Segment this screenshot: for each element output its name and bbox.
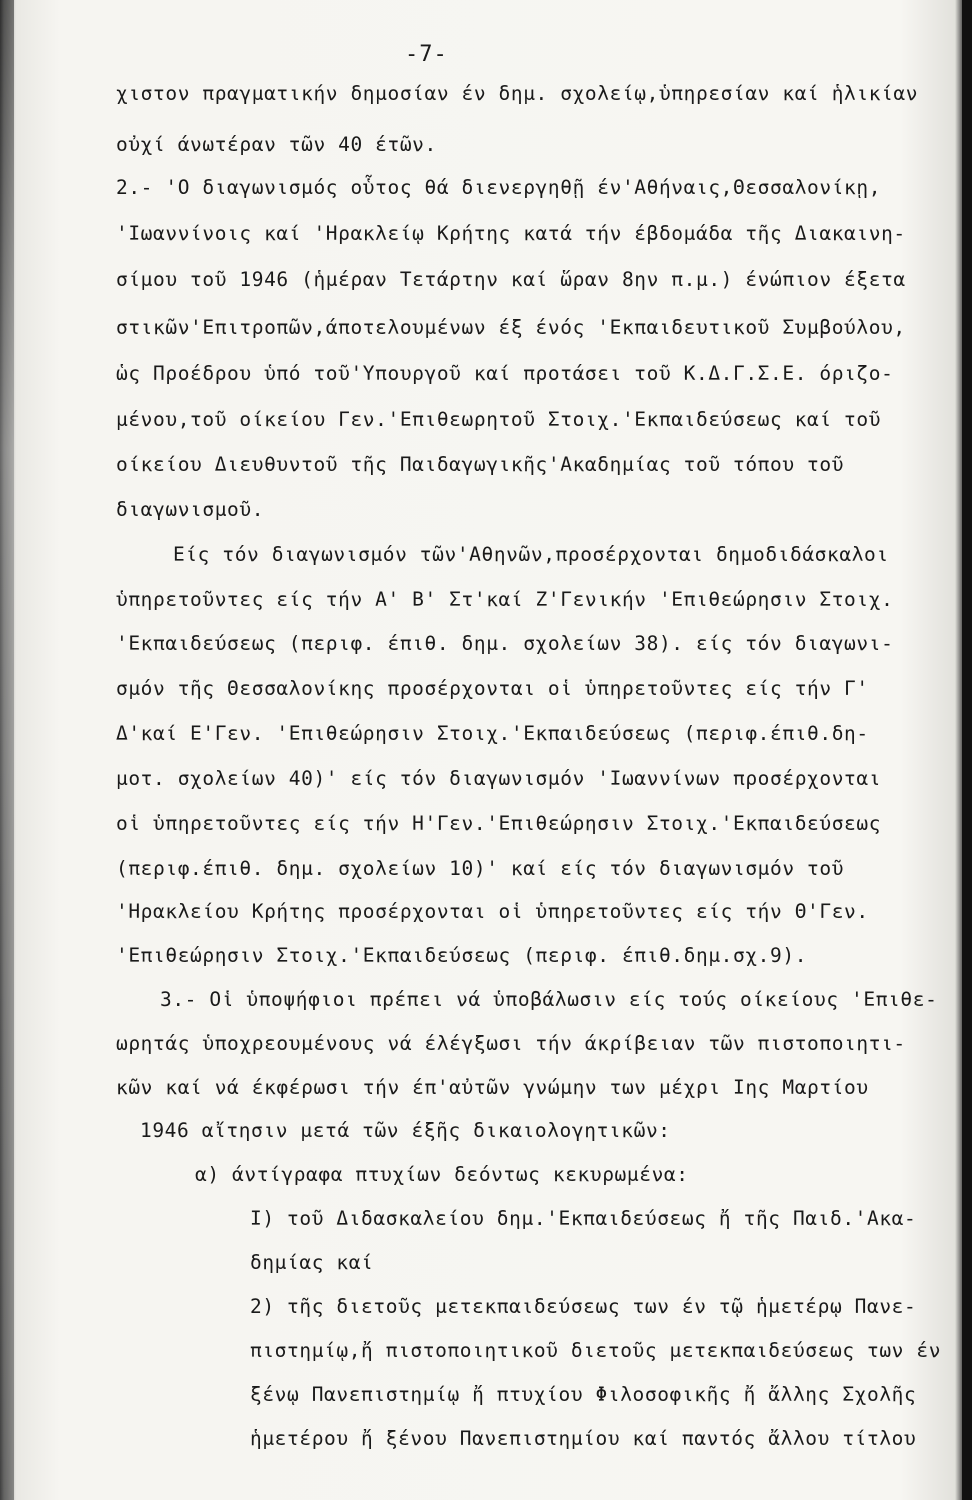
text-line: 2.- 'Ο διαγωνισμός οὗτος θά διενεργηθῇ έν'Αθήναις,Θεσσαλονίκῃ, xyxy=(116,176,882,199)
text-line: πιστημίῳ,ἤ πιστοποιητικοῦ διετοῦς μετεκπαιδεύσεως των έν xyxy=(250,1339,942,1362)
text-line: Δ'καί Ε'Γεν. 'Επιθεώρησιν Στοιχ.'Εκπαιδεύσεως (περιφ.έπιθ.δη- xyxy=(116,722,869,745)
text-line: 'Επιθεώρησιν Στοιχ.'Εκπαιδεύσεως (περιφ. έπιθ.δημ.σχ.9). xyxy=(116,944,808,967)
text-line: (περιφ.έπιθ. δημ. σχολείων 10)' καί είς τόν διαγωνισμόν τοῦ xyxy=(116,857,845,880)
text-line: 'Ηρακλείου Κρήτης προσέρχονται οἱ ὑπηρετοῦντες είς τήν Θ'Γεν. xyxy=(116,900,869,923)
text-line: χιστον πραγματικήν δημοσίαν έν δημ. σχολείῳ,ὑπηρεσίαν καί ἡλικίαν xyxy=(116,82,919,105)
text-line: Ι) τοῦ Διδασκαλείου δημ.'Εκπαιδεύσεως ἤ τῆς Παιδ.'Ακα- xyxy=(250,1207,917,1230)
text-line: 3.- Οἱ ὑποψήφιοι πρέπει νά ὑποβάλωσιν είς τούς οίκείους 'Επιθε- xyxy=(160,988,938,1011)
text-line: διαγωνισμοῦ. xyxy=(116,498,265,521)
text-line: 'Εκπαιδεύσεως (περιφ. έπιθ. δημ. σχολείων 38). είς τόν διαγωνι- xyxy=(116,632,894,655)
page-binding-shadow xyxy=(0,0,14,1500)
text-line: μοτ. σχολείων 40)' είς τόν διαγωνισμόν 'Ιωαννίνων προσέρχονται xyxy=(116,767,882,790)
text-line: σμόν τῆς Θεσσαλονίκης προσέρχονται οἱ ὑπηρετοῦντες είς τήν Γ' xyxy=(116,677,869,700)
text-line: στικῶν'Επιτροπῶν,άποτελουμένων έξ ένός 'Εκπαιδευτικοῦ Συμβούλου, xyxy=(116,316,906,339)
text-line: κῶν καί νά έκφέρωσι τήν έπ'αὐτῶν γνώμην των μέχρι Ιης Μαρτίου xyxy=(116,1076,869,1099)
text-line: δημίας καί xyxy=(250,1251,374,1274)
text-line: ὑπηρετοῦντες είς τήν Α' Β' Στ'καί Ζ'Γενικήν 'Επιθεώρησιν Στοιχ. xyxy=(116,588,894,611)
page-right-edge xyxy=(962,0,972,1500)
text-line: οἱ ὑπηρετοῦντες είς τήν Η'Γεν.'Επιθεώρησιν Στοιχ.'Εκπαιδεύσεως xyxy=(116,812,882,835)
text-line: οίκείου Διευθυντοῦ τῆς Παιδαγωγικῆς'Ακαδημίας τοῦ τόπου τοῦ xyxy=(116,453,845,476)
text-line: ὡς Προέδρου ὑπό τοῦ'Υπουργοῦ καί προτάσει τοῦ Κ.Δ.Γ.Σ.Ε. όριζο- xyxy=(116,362,894,385)
text-line: οὐχί άνωτέραν τῶν 40 έτῶν. xyxy=(116,133,437,156)
text-line: μένου,τοῦ οίκείου Γεν.'Επιθεωρητοῦ Στοιχ.'Εκπαιδεύσεως καί τοῦ xyxy=(116,408,882,431)
text-line: ωρητάς ὑποχρεουμένους νά έλέγξωσι τήν άκρίβειαν τῶν πιστοποιητι- xyxy=(116,1032,906,1055)
text-line: 1946 αἴτησιν μετά τῶν έξῆς δικαιολογητικῶν: xyxy=(140,1119,671,1142)
text-line: Είς τόν διαγωνισμόν τῶν'Αθηνῶν,προσέρχονται δημοδιδάσκαλοι xyxy=(173,543,889,566)
text-line: α) άντίγραφα πτυχίων δεόντως κεκυρωμένα: xyxy=(195,1163,689,1186)
text-line: ἡμετέρου ἤ ξένου Πανεπιστημίου καί παντός ἄλλου τίτλου xyxy=(250,1427,917,1450)
text-line: σίμου τοῦ 1946 (ἡμέραν Τετάρτην καί ὥραν 8ην π.μ.) ένώπιον έξετα xyxy=(116,268,906,291)
page-number: -7- xyxy=(405,42,448,67)
text-line: 2) τῆς διετοῦς μετεκπαιδεύσεως των έν τῷ ἡμετέρῳ Πανε- xyxy=(250,1295,917,1318)
text-line: 'Ιωαννίνοις καί 'Ηρακλείῳ Κρήτης κατά τήν έβδομάδα τῆς Διακαινη- xyxy=(116,222,906,245)
text-line: ξένῳ Πανεπιστημίῳ ἤ πτυχίου Φιλοσοφικῆς ἤ ἄλλης Σχολῆς xyxy=(250,1383,917,1406)
